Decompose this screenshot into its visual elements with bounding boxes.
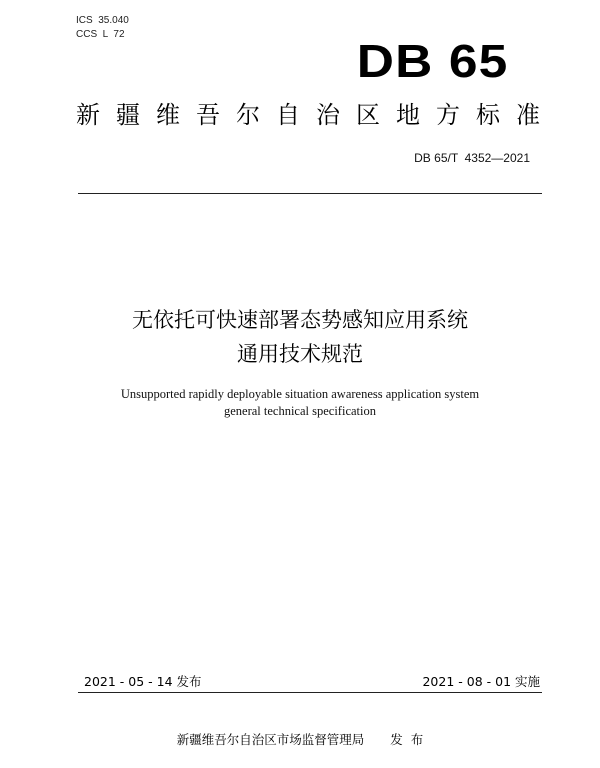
db-standard-logo: DB 65 bbox=[356, 35, 508, 87]
document-title-en-line1: Unsupported rapidly deployable situation awareness application system bbox=[120, 387, 480, 401]
issue-date: 2021 - 05 - 14 发布 bbox=[84, 674, 202, 689]
document-title-cn-line1: 无依托可快速部署态势感知应用系统 bbox=[132, 308, 468, 332]
publisher-line bbox=[0, 732, 600, 748]
document-title-cn-line2: 通用技术规范 bbox=[237, 342, 363, 366]
bottom-divider bbox=[78, 692, 542, 693]
publisher-name: 新疆维吾尔自治区市场监督管理局 bbox=[176, 732, 365, 747]
document-title-en-line2: general technical specification bbox=[223, 404, 376, 418]
top-divider bbox=[78, 193, 542, 194]
effective-date: 2021 - 08 - 01 实施 bbox=[422, 674, 540, 689]
standard-number: DB 65/T 4352—2021 bbox=[414, 151, 530, 165]
publisher-action: 发 布 bbox=[390, 732, 424, 747]
ccs-code: CCS L 72 bbox=[76, 29, 125, 40]
issuer-title: 新疆维吾尔自治区地方标准 bbox=[76, 101, 556, 129]
classification-codes bbox=[76, 14, 129, 42]
ics-code: ICS 35.040 bbox=[76, 15, 129, 26]
